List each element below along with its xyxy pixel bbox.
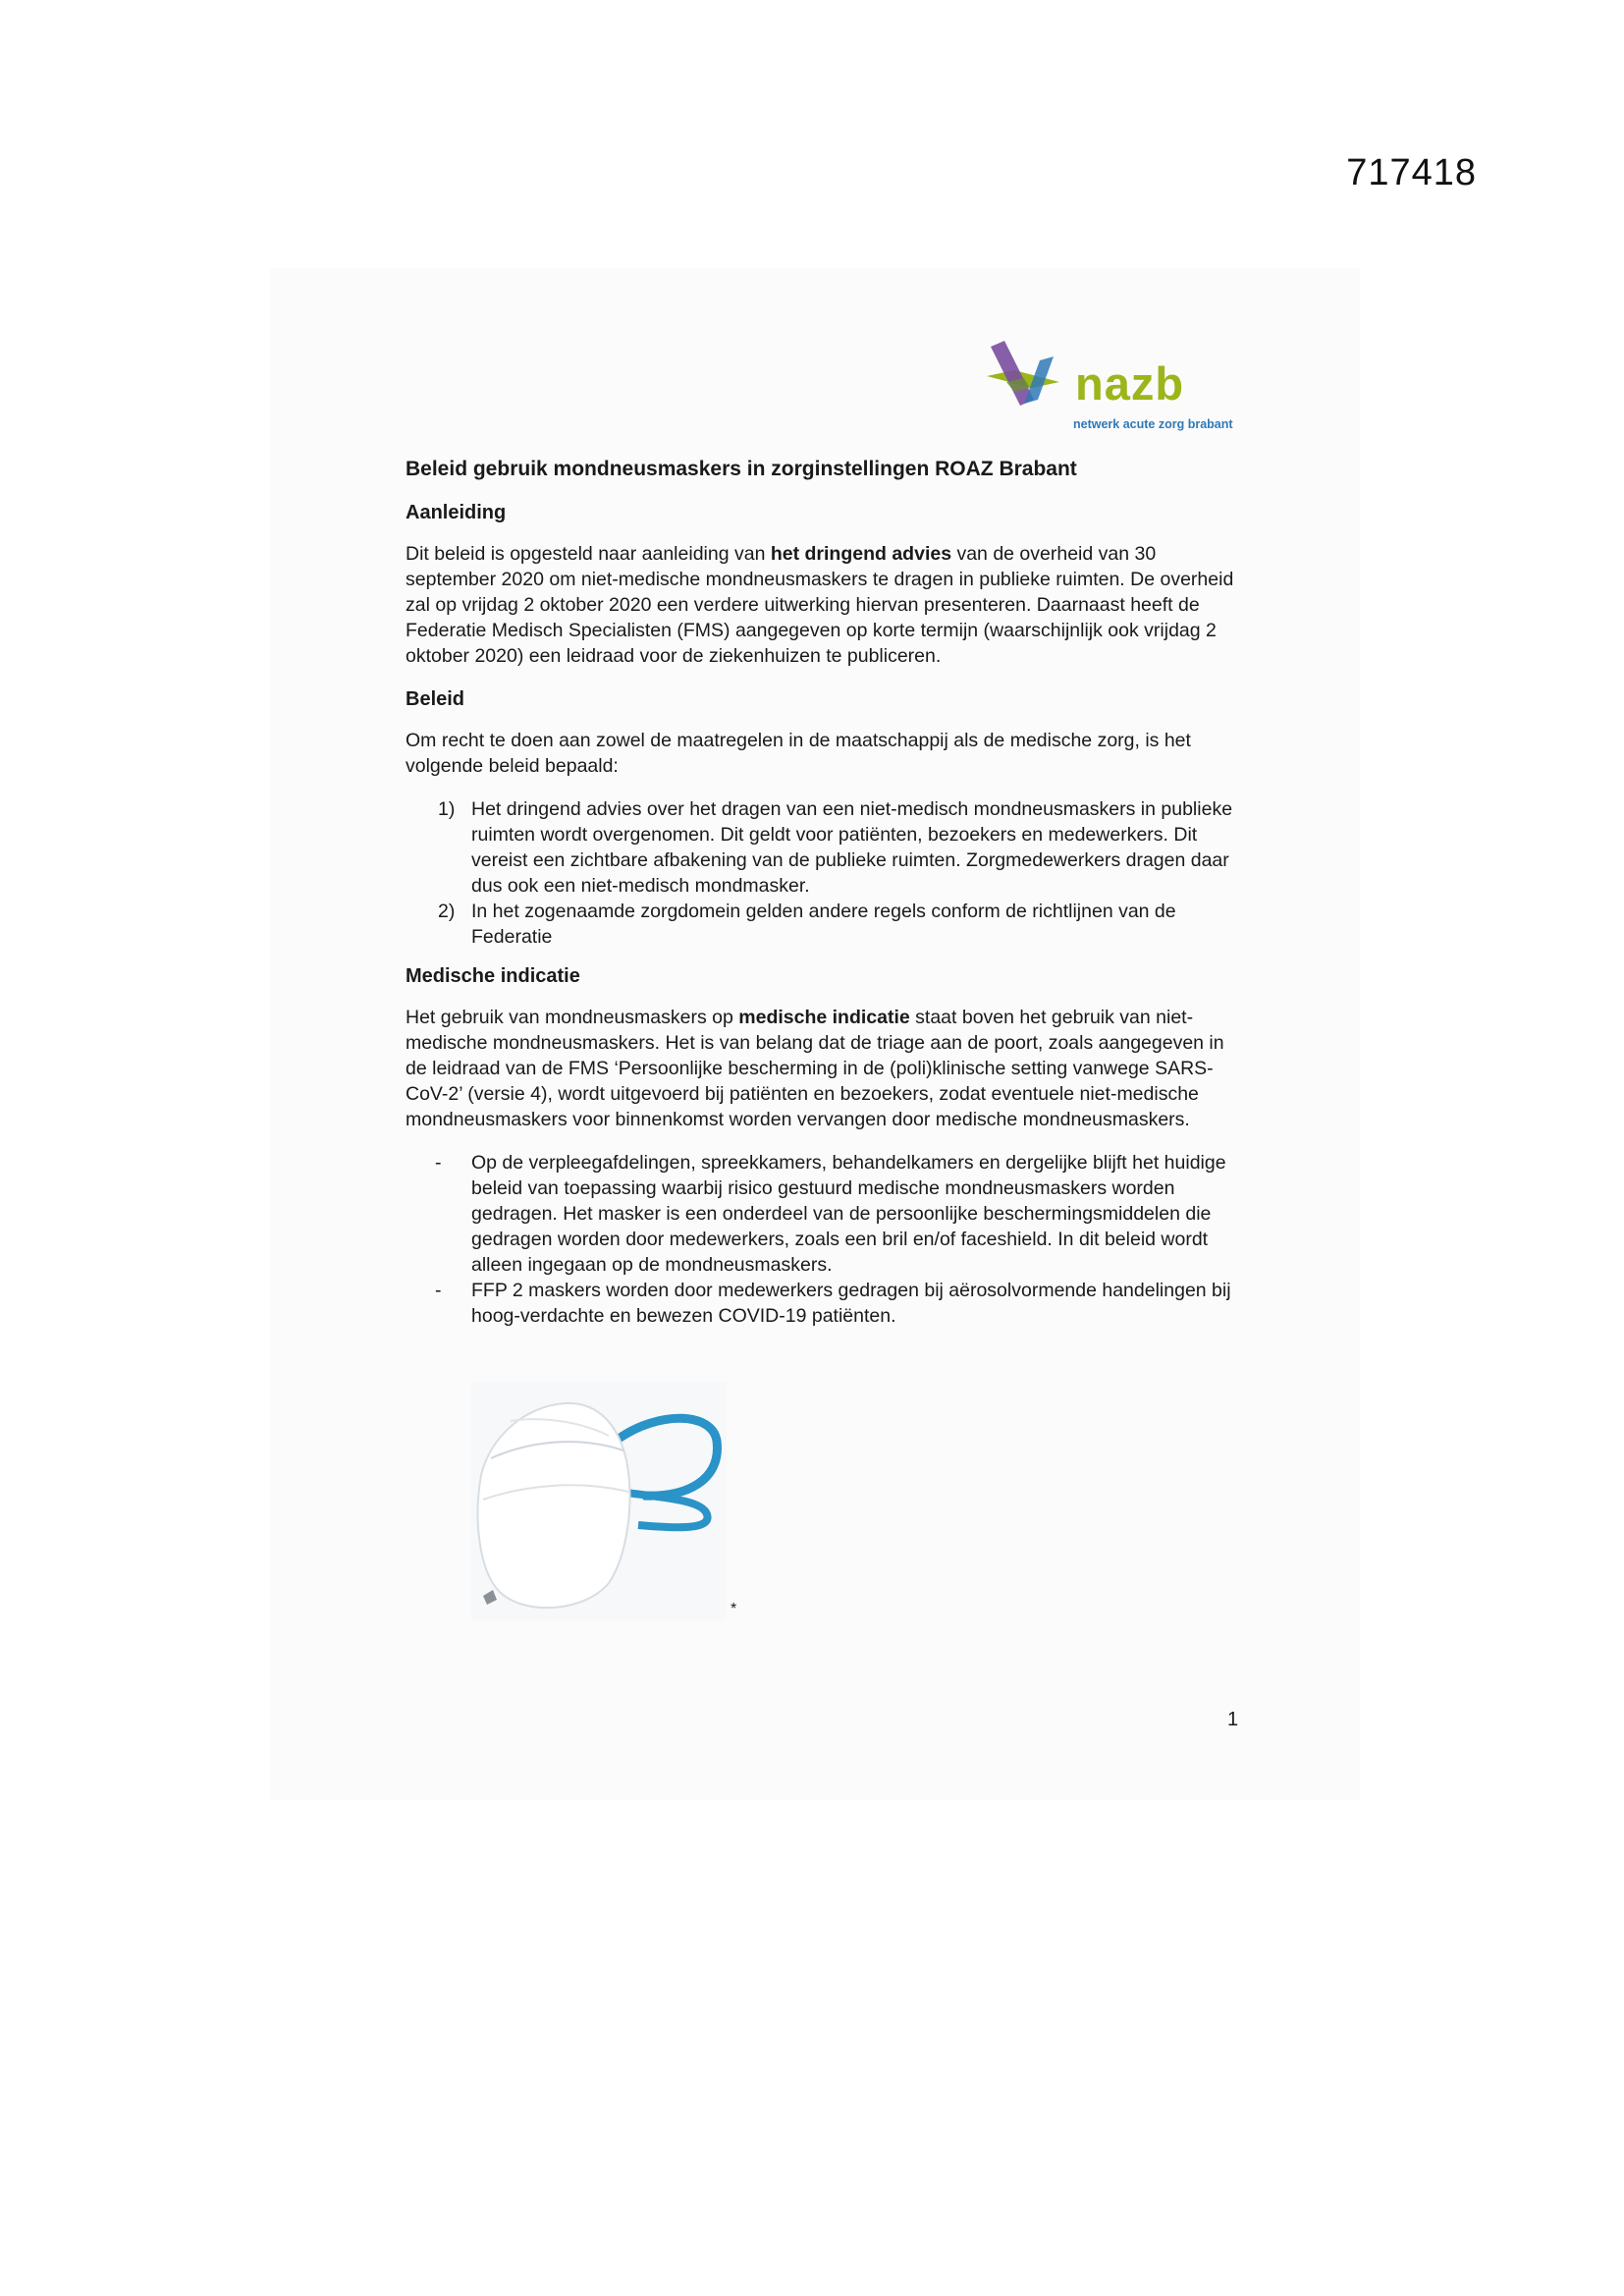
ffp2-mask-icon [471,1382,727,1620]
document-title: Beleid gebruik mondneusmaskers in zorginstellingen ROAZ Brabant [406,458,1077,480]
image-footnote-marker: * [731,1601,737,1617]
heading-beleid: Beleid [406,688,465,710]
heading-medische-indicatie: Medische indicatie [406,965,580,987]
list-item: - Op de verpleegafdelingen, spreekkamers, behandelkamers en dergelijke blijft het huidige beleid van toepassing waarbij risico gestuurd medische mondneusmaskers worden gedragen. Het masker is een onderdeel van de persoonlijke beschermingsmiddelen die gedragen worden door medewerkers, zoals een bril en/of faceshield. In dit beleid wordt alleen ingegaan op de mondneusmaskers. [435,1152,1226,1276]
list-item: 1) Het dringend advies over het dragen van een niet-medisch mondneusmaskers in publieke ruimten wordt overgenomen. Dit geldt voor patiënten, bezoekers en medewerkers. Dit vereist een zichtbare afbakening van de publieke ruimten. Zorgmedewerkers dragen daar dus ook een niet-medisch mondmasker. [438,798,1233,897]
nazb-logo [985,339,1240,437]
logo-wordmark: nazb [1075,357,1185,410]
heading-aanleiding: Aanleiding [406,502,507,523]
list-item: - FFP 2 maskers worden door medewerkers gedragen bij aërosolvormende handelingen bij hoog-verdachte en bewezen COVID-19 patiënten. [435,1280,1231,1327]
document-number: 717418 [1346,152,1477,193]
nazb-logo-mark-icon [985,339,1063,410]
logo-tagline: netwerk acute zorg brabant [1073,417,1233,431]
ffp2-mask-image [471,1382,727,1620]
beleid-list [406,796,1245,950]
paragraph-medische-indicatie: Het gebruik van mondneusmaskers op medische indicatie staat boven het gebruik van niet-medische mondneusmaskers. Het is van belang dat de triage aan de poort, zoals aangegeven in de leidraad van de FMS ‘Persoonlijke bescherming in de (poli)klinische setting vanwege SARS-CoV-2’ (versie 4), wordt uitgevoerd bij patiënten en bezoekers, zodat eventuele niet-medische mondneusmaskers voor binnenkomst worden vervangen door medische mondneusmaskers. [406,1007,1224,1130]
emphasis-dringend-advies: het dringend advies [770,543,952,565]
emphasis-medische-indicatie: medische indicatie [738,1007,910,1028]
paragraph-aanleiding: Dit beleid is opgesteld naar aanleiding van het dringend advies van de overheid van 30 september 2020 om niet-medische mondneusmaskers te dragen in publieke ruimten. De overheid zal op vrijdag 2 oktober 2020 een verdere uitwerking hiervan presenteren. Daarnaast heeft de Federatie Medisch Specialisten (FMS) aangegeven op korte termijn (waarschijnlijk ook vrijdag 2 oktober 2020) een leidraad voor de ziekenhuizen te publiceren. [406,543,1234,667]
page-number: 1 [1227,1709,1239,1730]
medisch-list [406,1150,1245,1329]
list-item: 2) In het zogenaamde zorgdomein gelden andere regels conform de richtlijnen van de Federatie [438,901,1176,948]
document-body [406,457,1245,1342]
paragraph-beleid-intro: Om recht te doen aan zowel de maatregelen in de maatschappij als de medische zorg, is het volgende beleid bepaald: [406,730,1191,777]
